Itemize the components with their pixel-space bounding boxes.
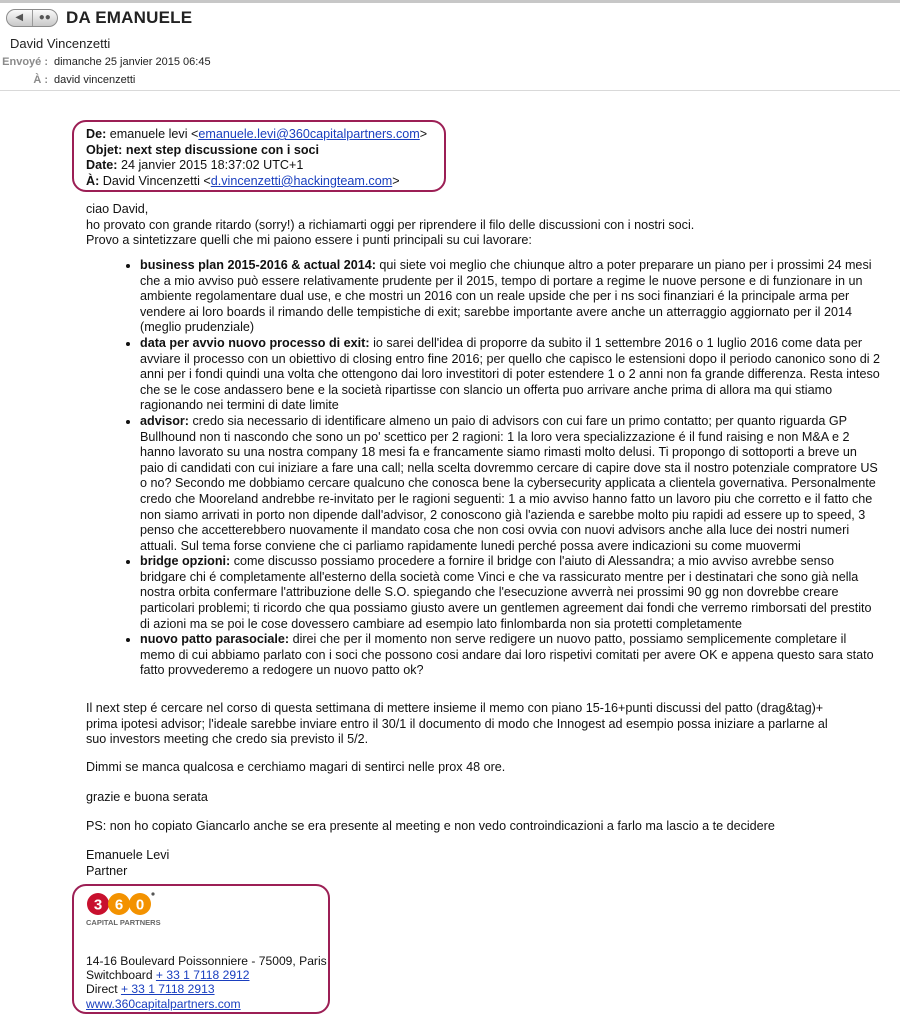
point-title: business plan 2015-2016 & actual 2014: [140, 258, 376, 272]
back-arrow-icon[interactable]: ◀ [15, 12, 24, 23]
closing-request: Dimmi se manca qualcosa e cerchiamo magari di sentirci nelle prox 48 ore. [86, 760, 506, 774]
greeting: ciao David, [86, 202, 149, 216]
chat-bubbles-icon[interactable]: ●● [32, 10, 58, 26]
signature-block [86, 848, 846, 879]
intro-line-1: ho provato con grande ritardo (sorry!) a richiamarti oggi per riprendere il filo delle discussioni con i nostri soci. [86, 217, 695, 232]
point-text: io sarei dell'idea di proporre da subito il 1 settembre 2016 o 1 luglio 2016 come data per avviare il processo con un obiettivo di closing entro fine 2016; per quello che capisco le estensioni dopo il periodo canonico sono di 2 anni per i fondi quindi una volta che ottengono dai loro investitori di poter estendere 1 o 2 anni non fa grande differenza. Resta inteso che se le cose andassero bene e la società ripartisse con slancio un offerta puo arrivare anche prima di allora ma qui stiamo ragionando nei termini di date limite [140, 335, 880, 413]
sent-value: dimanche 25 janvier 2015 06:45 [54, 56, 211, 68]
svg-text:6: 6 [114, 896, 124, 914]
point-text: qui siete voi meglio che chiunque altro a poter preparare un piano per i prossimi 24 mesi che a mio avviso può essere relativamente prudente per il 2015, tempo di portare a regime le nuove persone e di funzionare in un ambiente regolamentare dual use, e che mostri un 2016 con un reale upside che per i ns soci finanziari é la principale arma per vendere ai loro boards il rimando delle tempistiche di exit; sarebbe importante avere anche un atterraggio aggiornato per il 2014 (meglio prudenziale) [140, 258, 872, 335]
intro-line-2: Provo a sintetizzare quelli che mi paiono essere i punti principali su cui lavorare: [86, 233, 532, 248]
list-item [140, 632, 880, 679]
to-value[interactable]: david vincenzetti [54, 74, 136, 86]
fwd-from-line [86, 127, 427, 143]
fwd-subject-line [86, 143, 427, 159]
svg-text:0: 0 [135, 896, 145, 914]
website-line [86, 997, 327, 1011]
direct-label: Direct [86, 982, 121, 997]
sent-row [0, 56, 211, 68]
svg-text:3: 3 [93, 896, 103, 914]
postscript: PS: non ho copiato Giancarlo anche se era presente al meeting e non vedo controindicazioni a farlo ma lascio a te decidere [86, 819, 775, 833]
fwd-to-close: > [392, 173, 400, 188]
point-title: data per avvio nuovo processo di exit: [140, 335, 370, 350]
sender-name[interactable]: David Vincenzetti [10, 36, 111, 51]
website-link[interactable]: www.360capitalpartners.com [86, 996, 241, 1011]
forwarded-header [86, 127, 427, 189]
fwd-date-label: Date: [86, 158, 118, 173]
point-title: bridge opzioni: [140, 554, 231, 569]
signature-contact [86, 954, 327, 1011]
signature-name: Emanuele Levi [86, 848, 170, 862]
point-title: advisor: [140, 413, 189, 428]
address: 14-16 Boulevard Poissonniere - 75009, Paris [86, 954, 327, 968]
list-item [140, 258, 880, 336]
sent-label: Envoyé : [2, 56, 48, 68]
to-label: À : [33, 74, 48, 86]
switchboard-label: Switchboard [86, 968, 156, 983]
fwd-date-value: 24 janvier 2015 18:37:02 UTC+1 [121, 158, 304, 173]
message-intro [86, 202, 846, 249]
closing-greeting: grazie e buona serata [86, 790, 208, 804]
fwd-from-name: emanuele levi < [109, 127, 199, 141]
point-text: credo sia necessario di identificare almeno un paio di advisors con cui fare un primo contatto; per quanto riguarda GP Bullhound non ti nascondo che sono un po' scettico per 2 ragioni: 1 la loro vera specializzazione é il fund raising e non M&A e 2 hanno lavorato su una nostra company 18 mesi fa e francamente siamo rimasti molto delusi. Ti propongo di sottoporti a breve un paio di candidati con cui iniziare a fare una call; nella scelta dovremmo cercare di capire dove sta il nostro potenziale compratore US o no? Secondo me dobbiamo cercare qualcuno che conosca bene la cybersecurity applicata a clientela governativa. Personalmente credo che Mooreland andrebbe re-invitato per le ragioni seguenti: 1 a mio avviso hanno fatto un lavoro piu che corretto e il fatto che non siamo arrivati in porto non dipende dall'advisor, 2 conoscono già l'azienda e sarebbe molto piu rapidi ad essere up to speed, 3 penso che accetterebbero nuovamente il mandato cosa che non cosi ovvia con nuovi advisors anche alla luce dei nostri numeri attuali. Sul tema forse conviene che ci parliamo rapidamente lunedi perché possa avere indicazioni su come muovermi [140, 413, 878, 553]
list-item [140, 414, 880, 554]
point-text: come discusso possiamo procedere a fornire il bridge con l'aiuto di Alessandra; a mio avviso avrebbe senso bridgare chi é completamente all'esterno della società come Vinci e che va rassicurato mentre per i destinatari che sono già nella nostra orbita confermare l'attribuzione delle S.O. spiegando che l'esecuzione avverrà nei prossimi 90 gg non dovrebbe creare particolari problemi; ti ricordo che qua possiamo giusto avere un gentlemen agreement dai fondi che verremo rimborsati del prestito di azioni ma se poi le cose dovessero cambiare ad esempio lato finlombarda non sia protetti completamente [140, 554, 872, 631]
fwd-subject-label: Objet: [86, 142, 123, 157]
point-title: nuovo patto parasociale: [140, 632, 290, 647]
signature-role: Partner [86, 863, 128, 878]
switchboard-link[interactable]: + 33 1 7118 2912 [155, 968, 250, 983]
message-nav-control[interactable] [6, 9, 58, 27]
point-text: direi che per il momento non serve redigere un nuovo patto, possiamo semplicemente completare il memo di cui abbiamo parlato con i soci che possono cosi andare dai loro rispetivi comitati per avere OK e appena questo sara stato fatto provvederemo a redogere un nuovo patto ok? [140, 632, 874, 678]
list-item [140, 336, 880, 414]
fwd-to-line [86, 174, 427, 190]
direct-link[interactable]: + 33 1 7118 2913 [120, 982, 215, 997]
fwd-from-close: > [419, 127, 428, 141]
key-points-list [102, 258, 880, 679]
fwd-to-label: À: [86, 173, 100, 188]
message-subject: DA EMANUELE [66, 8, 193, 27]
next-step-paragraph: Il next step é cercare nel corso di questa settimana di mettere insieme il memo con piano 15-16+punti discussi del patto (drag&tag)+ prima ipotesi advisor; l'ideale sarebbe inviare entro il 30/1 il documento di modo che Innogest ad esempio possa iniziare a parlarne al suo investors meeting che credo sia previsto il 5/2. [86, 701, 828, 747]
capital-partners-logo [86, 890, 176, 930]
fwd-to-name: David Vincenzetti < [102, 173, 211, 188]
list-item [140, 554, 880, 632]
message-header [0, 3, 900, 91]
fwd-date-line [86, 158, 427, 174]
switchboard-line [86, 968, 327, 982]
fwd-from-label: De: [86, 127, 107, 141]
fwd-subject-value: next step discussione con i soci [125, 142, 320, 157]
fwd-from-email-link[interactable]: emanuele.levi@360capitalpartners.com [198, 127, 420, 141]
fwd-to-email-link[interactable]: d.vincenzetti@hackingteam.com [210, 173, 393, 188]
svg-text:CAPITAL PARTNERS: CAPITAL PARTNERS [86, 918, 161, 927]
to-row [0, 74, 135, 86]
direct-line [86, 982, 327, 996]
